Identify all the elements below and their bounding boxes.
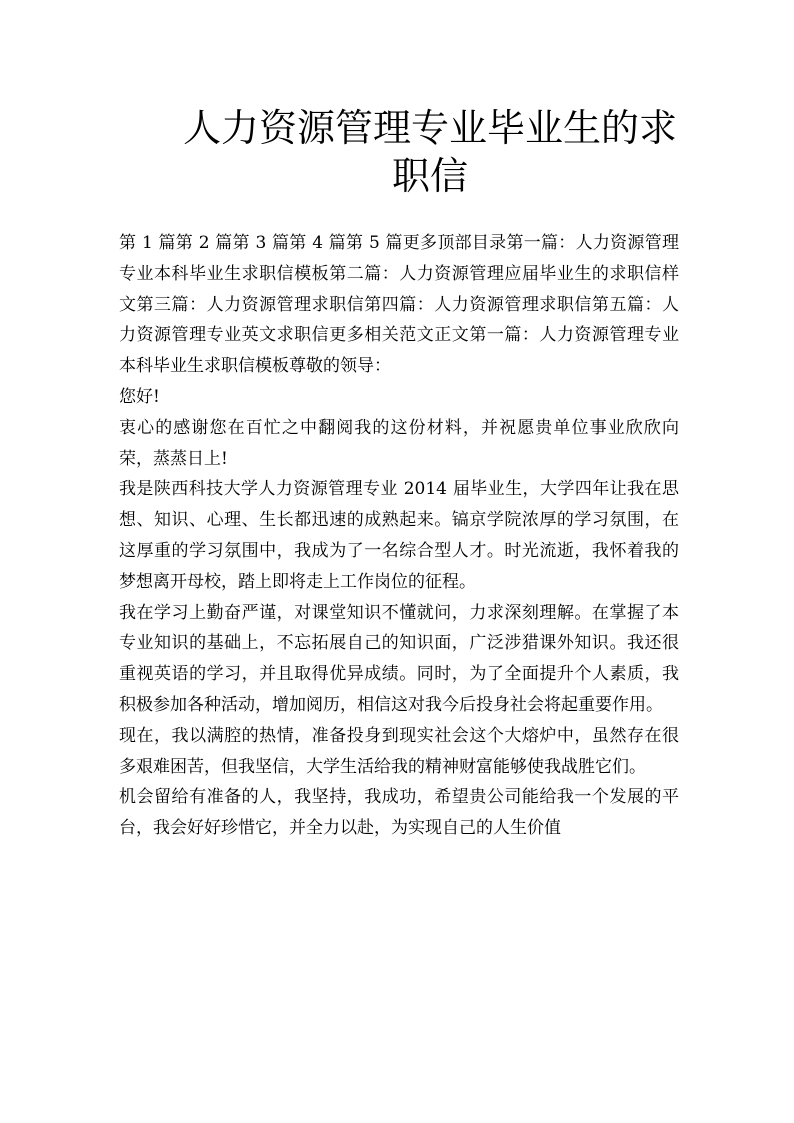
document-body — [119, 228, 679, 844]
title-line-2: 职信 — [391, 154, 468, 198]
paragraph-greeting: 您好! — [119, 386, 160, 407]
document-title — [150, 104, 710, 200]
paragraph-thanks: 衷心的感谢您在百忙之中翻阅我的这份材料，并祝愿贵单位事业欣欣向荣，蒸蒸日上! — [119, 417, 679, 469]
title-line-1: 人力资源管理专业毕业生的求 — [182, 106, 677, 150]
paragraph-closing: 机会留给有准备的人，我坚持，我成功，希望贵公司能给我一个发展的平台，我会好好珍惜它，并全力以赴，为实现自己的人生价值 — [119, 787, 679, 839]
paragraph-toc: 第 1 篇第 2 篇第 3 篇第 4 篇第 5 篇更多顶部目录第一篇：人力资源管理专业本科毕业生求职信模板第二篇：人力资源管理应届毕业生的求职信样文第三篇：人力资源管理求职信第四篇：人力资源管理求职信第五篇：人力资源管理专业英文求职信更多相关范文正文第一篇：人力资源管理专业本科毕业生求职信模板尊敬的领导： — [119, 233, 679, 377]
paragraph-study: 我在学习上勤奋严谨，对课堂知识不懂就问，力求深刻理解。在掌握了本专业知识的基础上，不忘拓展自己的知识面，广泛涉猎课外知识。我还很重视英语的学习，并且取得优异成绩。同时，为了全面提升个人素质，我积极参加各种活动，增加阅历，相信这对我今后投身社会将起重要作用。 — [119, 602, 679, 715]
paragraph-ambition: 现在，我以满腔的热情，准备投身到现实社会这个大熔炉中，虽然存在很多艰难困苦，但我坚信，大学生活给我的精神财富能够使我战胜它们。 — [119, 725, 679, 777]
paragraph-intro: 我是陕西科技大学人力资源管理专业 2014 届毕业生，大学四年让我在思想、知识、心理、生长都迅速的成熟起来。镐京学院浓厚的学习氛围，在这厚重的学习氛围中，我成为了一名综合型人才。时光流逝，我怀着我的梦想离开母校，踏上即将走上工作岗位的征程。 — [119, 479, 679, 592]
